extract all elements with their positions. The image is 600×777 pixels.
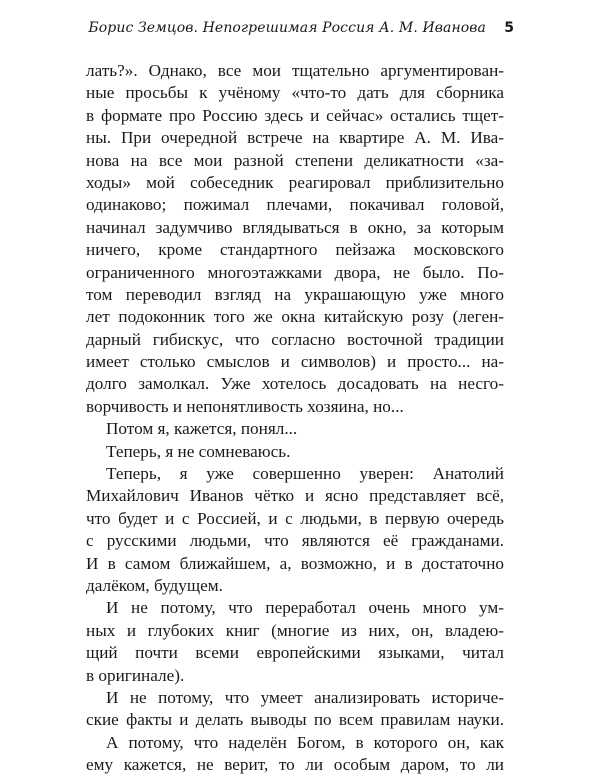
text-line: одинаково; пожимал плечами, покачивал головой,	[86, 195, 504, 215]
text-line: далёком, будущем.	[86, 575, 223, 595]
body-text	[86, 60, 504, 777]
text-line: Михайлович Иванов чётко и ясно представляет всё,	[86, 486, 504, 506]
text-line: ные просьбы к учёному «что-то дать для сборника	[86, 83, 504, 103]
text-line: ничего, кроме стандартного пейзажа московского	[86, 240, 504, 260]
text-line: щий почти всеми европейскими языками, читал	[86, 643, 504, 663]
text-line: Теперь, я уже совершенно уверен: Анатолий	[106, 464, 504, 484]
text-line: том переводил взгляд на украшающую уже много	[86, 284, 504, 304]
text-line: нова на все мои разной степени деликатности «за-	[86, 150, 504, 170]
text-line: ему кажется, не верит, то ли особым даром, то ли	[86, 755, 504, 775]
text-line: в формате про Россию здесь и сейчас» остались тщет-	[86, 105, 504, 125]
text-line: Теперь, я не сомневаюсь.	[106, 441, 291, 461]
text-line: И в самом ближайшем, а, возможно, и в достаточно	[86, 553, 504, 573]
text-line: Потом я, кажется, понял...	[106, 419, 298, 439]
text-line: ворчивость и непонятливость хозяина, но...	[86, 396, 404, 416]
text-line: что будет и с Россией, и с людьми, в первую очередь	[86, 508, 504, 528]
text-line: ские факты и делать выводы по всем правилам науки.	[86, 710, 504, 730]
text-line: И не потому, что переработал очень много ум-	[106, 598, 504, 618]
text-line: ходы» мой собеседник реагировал приблизительно	[86, 172, 504, 192]
text-line: И не потому, что умеет анализировать историче-	[106, 687, 504, 707]
text-line: в оригинале).	[86, 665, 185, 685]
text-line: ограниченного многоэтажками двора, не было. По-	[86, 262, 504, 282]
text-line: лет подоконник того же окна китайскую розу (леген-	[86, 307, 504, 327]
text-line: долго замолкал. Уже хотелось досадовать на несго-	[86, 374, 504, 394]
text-line: начинал задумчиво вглядываться в окно, за которым	[86, 217, 504, 237]
text-line: лать?». Однако, все мои тщательно аргументирован-	[86, 61, 504, 80]
text-line: дарный гибискус, что согласно восточной традиции	[86, 329, 504, 349]
running-title: Борис Земцов. Непогрешимая Россия А. М. Иванова	[88, 20, 486, 36]
text-line: А потому, что наделён Богом, в которого он, как	[106, 732, 504, 752]
page-number: 5	[504, 20, 514, 36]
text-line: имеет столько смыслов и символов) и просто... на-	[86, 352, 504, 372]
text-line: ны. При очередной встрече на квартире А. М. Ива-	[86, 128, 504, 148]
running-header	[0, 18, 600, 44]
text-line: с русскими людьми, что являются её гражданами.	[86, 531, 504, 551]
text-line: ных и глубоких книг (многие из них, он, владею-	[86, 620, 504, 640]
